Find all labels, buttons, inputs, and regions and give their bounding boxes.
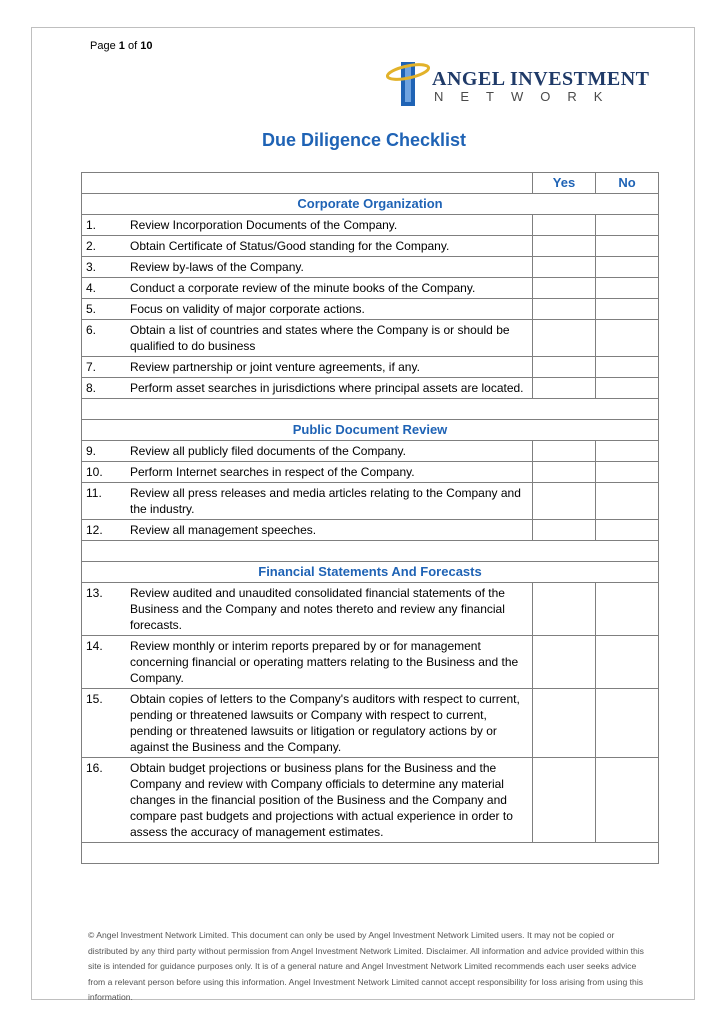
item-number: 8. xyxy=(82,378,127,399)
document-title: Due Diligence Checklist xyxy=(261,130,467,150)
item-text: Obtain budget projections or business plans for the Business and the Company and review with Company officials to determine any material changes in the financial position of the Business and the Company and compare past budgets and projections with actual experience in order to assess the accuracy of management estimates. xyxy=(126,758,533,843)
no-checkbox-cell[interactable] xyxy=(596,215,659,236)
item-text: Review all press releases and media articles relating to the Company and the industry. xyxy=(126,483,533,520)
checklist-item-row xyxy=(82,357,659,378)
footer-disclaimer: © Angel Investment Network Limited. This document can only be used by Angel Investment Network Limited users. It may not be copied or distributed by any third party without permission from Angel Investment Network Limited. Disclaimer. All information and advice provided within this site is intended for guidance purposes only. It is of a general nature and Angel Investment Network Limited recommends each user seeks advice from a relevant person before using this information. Angel Investment Network Limited cannot accept responsibility for loss arising from using this information. xyxy=(88,930,644,1002)
no-checkbox-cell[interactable] xyxy=(596,689,659,758)
logo-text-line1: ANGEL INVESTMENT xyxy=(432,68,650,90)
checklist-item-row xyxy=(82,636,659,689)
section-header-row xyxy=(82,562,659,583)
checklist-item-row xyxy=(82,483,659,520)
no-checkbox-cell[interactable] xyxy=(596,320,659,357)
yes-checkbox-cell[interactable] xyxy=(533,236,596,257)
item-text: Review monthly or interim reports prepared by or for management concerning financial or operating matters relating to the Business and the Company. xyxy=(126,636,533,689)
item-text: Focus on validity of major corporate actions. xyxy=(126,299,533,320)
no-checkbox-cell[interactable] xyxy=(596,462,659,483)
no-checkbox-cell[interactable] xyxy=(596,758,659,843)
section-header-row xyxy=(82,194,659,215)
spacer-cell xyxy=(82,399,659,420)
yes-checkbox-cell[interactable] xyxy=(533,689,596,758)
checklist-item-row xyxy=(82,689,659,758)
item-number: 13. xyxy=(82,583,127,636)
yes-checkbox-cell[interactable] xyxy=(533,215,596,236)
yes-column-header: Yes xyxy=(533,173,596,194)
spacer-row xyxy=(82,541,659,562)
yes-checkbox-cell[interactable] xyxy=(533,441,596,462)
item-number: 16. xyxy=(82,758,127,843)
item-text: Perform asset searches in jurisdictions where principal assets are located. xyxy=(126,378,533,399)
checklist-item-row xyxy=(82,236,659,257)
yes-checkbox-cell[interactable] xyxy=(533,278,596,299)
no-checkbox-cell[interactable] xyxy=(596,583,659,636)
yes-checkbox-cell[interactable] xyxy=(533,357,596,378)
no-checkbox-cell[interactable] xyxy=(596,278,659,299)
item-number: 9. xyxy=(82,441,127,462)
section-title: Financial Statements And Forecasts xyxy=(82,562,659,583)
checklist-item-row xyxy=(82,299,659,320)
item-number: 2. xyxy=(82,236,127,257)
section-title: Corporate Organization xyxy=(82,194,659,215)
checklist-item-row xyxy=(82,462,659,483)
item-text: Review partnership or joint venture agreements, if any. xyxy=(126,357,533,378)
page-number xyxy=(90,40,152,52)
item-number: 3. xyxy=(82,257,127,278)
section-header-row xyxy=(82,420,659,441)
item-number: 1. xyxy=(82,215,127,236)
page-current: 1 xyxy=(118,40,125,52)
item-number: 6. xyxy=(82,320,127,357)
item-number: 15. xyxy=(82,689,127,758)
checklist-item-row xyxy=(82,278,659,299)
yes-checkbox-cell[interactable] xyxy=(533,583,596,636)
item-text: Conduct a corporate review of the minute books of the Company. xyxy=(126,278,533,299)
no-checkbox-cell[interactable] xyxy=(596,483,659,520)
item-number: 7. xyxy=(82,357,127,378)
no-checkbox-cell[interactable] xyxy=(596,520,659,541)
yes-checkbox-cell[interactable] xyxy=(533,299,596,320)
no-checkbox-cell[interactable] xyxy=(596,441,659,462)
item-text: Review audited and unaudited consolidated financial statements of the Business and the Company and notes thereto and review any financial forecasts. xyxy=(126,583,533,636)
logo-text-line2: NETWORK xyxy=(434,89,620,104)
item-number: 4. xyxy=(82,278,127,299)
spacer-cell xyxy=(82,541,659,562)
page-of: of xyxy=(127,40,138,52)
checklist-item-row xyxy=(82,378,659,399)
checklist-item-row xyxy=(82,257,659,278)
no-column-header: No xyxy=(596,173,659,194)
header-row xyxy=(82,173,659,194)
item-text: Perform Internet searches in respect of the Company. xyxy=(126,462,533,483)
checklist-item-row xyxy=(82,583,659,636)
item-text: Review Incorporation Documents of the Company. xyxy=(126,215,533,236)
item-number: 10. xyxy=(82,462,127,483)
logo-mark-icon xyxy=(385,58,431,110)
item-text: Review all management speeches. xyxy=(126,520,533,541)
item-number: 5. xyxy=(82,299,127,320)
checklist-table xyxy=(81,172,659,864)
no-checkbox-cell[interactable] xyxy=(596,636,659,689)
yes-checkbox-cell[interactable] xyxy=(533,636,596,689)
item-text: Review all publicly filed documents of the Company. xyxy=(126,441,533,462)
no-checkbox-cell[interactable] xyxy=(596,299,659,320)
spacer-row xyxy=(82,399,659,420)
item-text: Obtain copies of letters to the Company's auditors with respect to current, pending or threatened lawsuits or Company with respect to current, pending or threatened lawsuits or litigation or regulatory actions by or against the Business and the Company. xyxy=(126,689,533,758)
checklist-item-row xyxy=(82,520,659,541)
item-number: 11. xyxy=(82,483,127,520)
page-label: Page xyxy=(90,40,116,52)
no-checkbox-cell[interactable] xyxy=(596,357,659,378)
page-total: 10 xyxy=(140,40,153,52)
yes-checkbox-cell[interactable] xyxy=(533,320,596,357)
checklist-item-row xyxy=(82,215,659,236)
yes-checkbox-cell[interactable] xyxy=(533,257,596,278)
spacer-cell xyxy=(82,843,659,864)
spacer-row xyxy=(82,843,659,864)
item-number: 14. xyxy=(82,636,127,689)
checklist-item-row xyxy=(82,320,659,357)
yes-checkbox-cell[interactable] xyxy=(533,758,596,843)
item-text: Obtain Certificate of Status/Good standing for the Company. xyxy=(126,236,533,257)
checklist-item-row xyxy=(82,758,659,843)
yes-checkbox-cell[interactable] xyxy=(533,378,596,399)
section-title: Public Document Review xyxy=(82,420,659,441)
item-number: 12. xyxy=(82,520,127,541)
no-checkbox-cell[interactable] xyxy=(596,236,659,257)
angel-investment-network-logo xyxy=(385,58,650,110)
no-checkbox-cell[interactable] xyxy=(596,257,659,278)
item-text: Obtain a list of countries and states where the Company is or should be qualified to do business xyxy=(126,320,533,357)
checklist-item-row xyxy=(82,441,659,462)
header-blank-cell xyxy=(82,173,533,194)
yes-checkbox-cell[interactable] xyxy=(533,520,596,541)
no-checkbox-cell[interactable] xyxy=(596,378,659,399)
yes-checkbox-cell[interactable] xyxy=(533,483,596,520)
item-text: Review by-laws of the Company. xyxy=(126,257,533,278)
yes-checkbox-cell[interactable] xyxy=(533,462,596,483)
